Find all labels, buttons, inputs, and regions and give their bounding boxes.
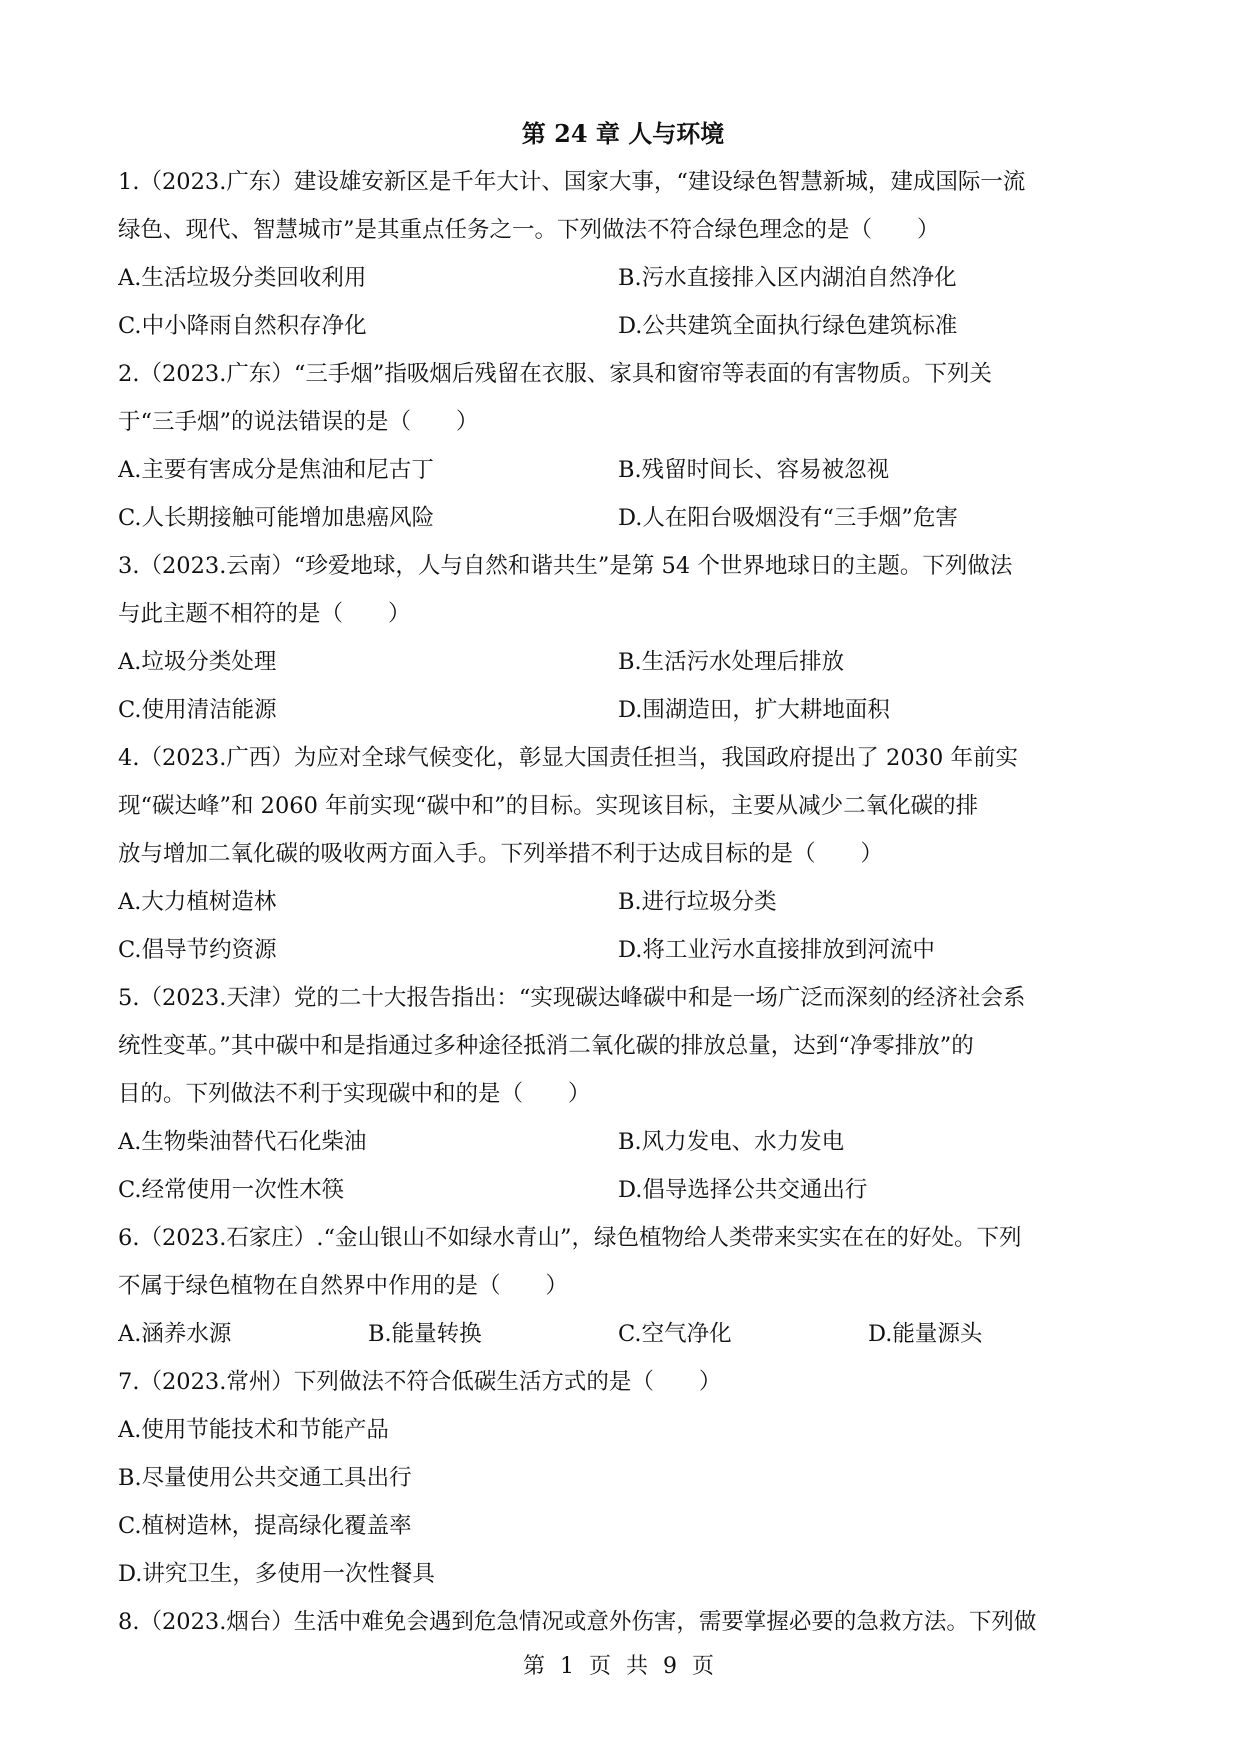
question-1 bbox=[118, 158, 1128, 350]
options-row bbox=[118, 638, 1128, 686]
page-footer: 第 1 页 共 9 页 bbox=[523, 1654, 718, 1679]
question-2 bbox=[118, 350, 1128, 542]
option-a: A.大力植树造林 bbox=[118, 889, 277, 915]
options-row bbox=[118, 686, 1128, 734]
option-d: D.倡导选择公共交通出行 bbox=[618, 1177, 868, 1203]
option-c: C.倡导节约资源 bbox=[118, 937, 277, 963]
options-row bbox=[118, 446, 1128, 494]
question-text: 统性变革。”其中碳中和是指通过多种途径抵消二氧化碳的排放总量，达到“净零排放”的 bbox=[118, 1033, 974, 1059]
option-d: D.将工业污水直接排放到河流中 bbox=[618, 937, 935, 963]
question-3 bbox=[118, 542, 1128, 734]
question-text: 现“碳达峰”和 2060 年前实现“碳中和”的目标。实现该目标，主要从减少二氧化碳的排 bbox=[118, 793, 979, 819]
option-a: A.使用节能技术和节能产品 bbox=[118, 1417, 389, 1443]
options-row bbox=[118, 878, 1128, 926]
question-text: 3.（2023.云南）“珍爱地球，人与自然和谐共生”是第 54 个世界地球日的主题。下列做法 bbox=[118, 553, 1013, 579]
option-c: C.中小降雨自然积存净化 bbox=[118, 313, 367, 339]
question-5 bbox=[118, 974, 1128, 1214]
option-c: C.植树造林，提高绿化覆盖率 bbox=[118, 1513, 412, 1539]
option-a: A.垃圾分类处理 bbox=[118, 649, 277, 675]
question-text: 4.（2023.广西）为应对全球气候变化，彰显大国责任担当，我国政府提出了 2030 年前实 bbox=[118, 745, 1018, 771]
question-text: 1.（2023.广东）建设雄安新区是千年大计、国家大事，“建设绿色智慧新城，建成国际一流 bbox=[118, 169, 1026, 195]
question-text: 5.（2023.天津）党的二十大报告指出：“实现碳达峰碳中和是一场广泛而深刻的经济社会系 bbox=[118, 985, 1026, 1011]
document-page bbox=[118, 110, 1128, 1646]
question-7 bbox=[118, 1358, 1128, 1598]
options-row bbox=[118, 1118, 1128, 1166]
question-text: 2.（2023.广东）“三手烟”指吸烟后残留在衣服、家具和窗帘等表面的有害物质。下列关 bbox=[118, 361, 992, 387]
option-b: B.残留时间长、容易被忽视 bbox=[618, 457, 890, 483]
question-8 bbox=[118, 1598, 1128, 1646]
options-row bbox=[118, 1310, 1128, 1358]
question-text: 绿色、现代、智慧城市”是其重点任务之一。下列做法不符合绿色理念的是（ ） bbox=[118, 217, 940, 243]
option-b: B.风力发电、水力发电 bbox=[618, 1129, 845, 1155]
options-row bbox=[118, 494, 1128, 542]
option-a: A.生物柴油替代石化柴油 bbox=[118, 1129, 367, 1155]
chapter-title: 第 24 章 人与环境 bbox=[521, 119, 725, 148]
question-text: 8.（2023.烟台）生活中难免会遇到危急情况或意外伤害，需要掌握必要的急救方法。下列做 bbox=[118, 1609, 1037, 1635]
option-a: A.主要有害成分是焦油和尼古丁 bbox=[118, 457, 434, 483]
question-text: 7.（2023.常州）下列做法不符合低碳生活方式的是（ ） bbox=[118, 1369, 722, 1395]
options-row bbox=[118, 254, 1128, 302]
option-b: B.生活污水处理后排放 bbox=[618, 649, 845, 675]
question-text: 6.（2023.石家庄）.“金山银山不如绿水青山”，绿色植物给人类带来实实在在的好处。下列 bbox=[118, 1225, 1022, 1251]
option-b: B.能量转换 bbox=[368, 1321, 482, 1347]
question-6 bbox=[118, 1214, 1128, 1358]
option-d: D.围湖造田，扩大耕地面积 bbox=[618, 697, 890, 723]
option-b: B.尽量使用公共交通工具出行 bbox=[118, 1465, 412, 1491]
option-d: D.能量源头 bbox=[868, 1321, 983, 1347]
option-d: D.讲究卫生，多使用一次性餐具 bbox=[118, 1561, 435, 1587]
question-text: 于“三手烟”的说法错误的是（ ） bbox=[118, 409, 479, 435]
option-c: C.经常使用一次性木筷 bbox=[118, 1177, 345, 1203]
option-d: D.人在阳台吸烟没有“三手烟”危害 bbox=[618, 505, 958, 531]
question-text: 与此主题不相符的是（ ） bbox=[118, 601, 411, 627]
option-b: B.进行垃圾分类 bbox=[618, 889, 777, 915]
option-a: A.生活垃圾分类回收利用 bbox=[118, 265, 367, 291]
options-row bbox=[118, 926, 1128, 974]
options-row bbox=[118, 1166, 1128, 1214]
option-b: B.污水直接排入区内湖泊自然净化 bbox=[618, 265, 957, 291]
question-text: 放与增加二氧化碳的吸收两方面入手。下列举措不利于达成目标的是（ ） bbox=[118, 841, 884, 867]
option-a: A.涵养水源 bbox=[118, 1321, 232, 1347]
option-d: D.公共建筑全面执行绿色建筑标准 bbox=[618, 313, 958, 339]
option-c: C.空气净化 bbox=[618, 1321, 732, 1347]
option-c: C.人长期接触可能增加患癌风险 bbox=[118, 505, 435, 531]
option-c: C.使用清洁能源 bbox=[118, 697, 277, 723]
question-text: 不属于绿色植物在自然界中作用的是（ ） bbox=[118, 1273, 569, 1299]
question-4 bbox=[118, 734, 1128, 974]
options-row bbox=[118, 302, 1128, 350]
question-text: 目的。下列做法不利于实现碳中和的是（ ） bbox=[118, 1081, 591, 1107]
